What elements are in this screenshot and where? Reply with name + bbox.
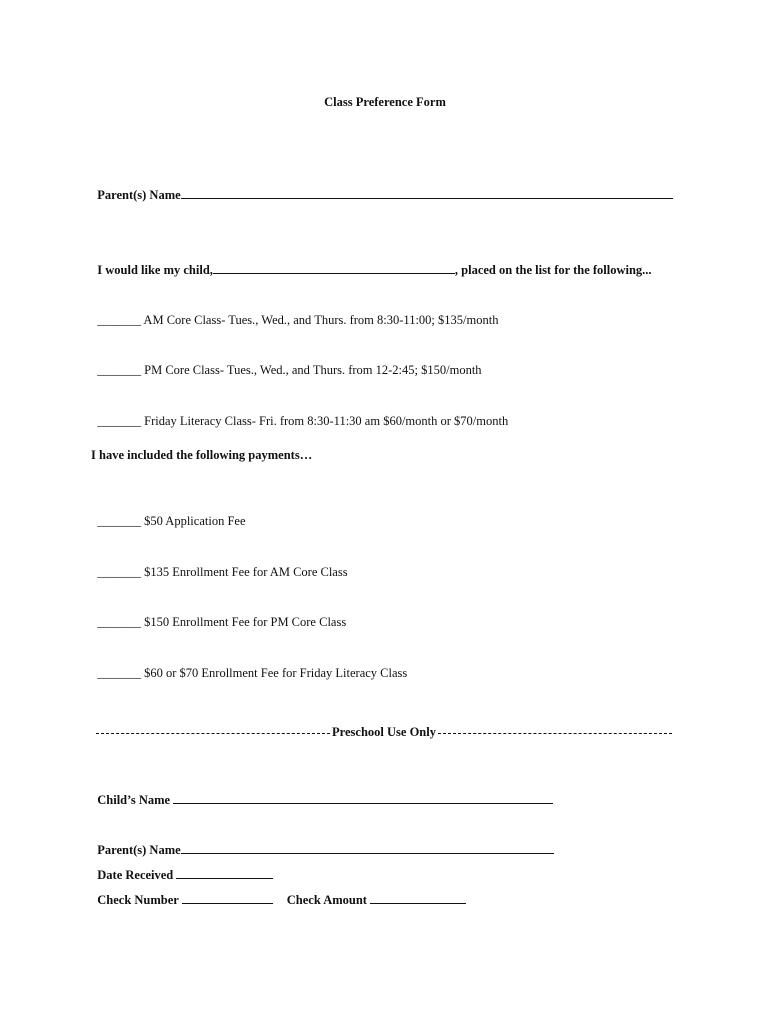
payment-option-blank[interactable]: _______ (97, 565, 141, 579)
payment-option-application (91, 497, 246, 529)
class-option-blank[interactable]: _______ (97, 414, 141, 428)
class-option-friday (91, 397, 508, 429)
payment-option-blank[interactable]: _______ (97, 666, 141, 680)
office-child-name-row (91, 775, 553, 808)
check-amount-field[interactable] (370, 891, 466, 904)
form-title: Class Preference Form (324, 95, 446, 109)
child-name-field[interactable] (213, 261, 455, 274)
payment-option-friday (91, 649, 407, 681)
payment-option-text: $50 Application Fee (141, 514, 246, 528)
office-child-name-field[interactable] (173, 791, 553, 804)
separator-dash-left (96, 733, 330, 734)
office-use-label: Preschool Use Only (332, 725, 436, 739)
payment-option-text: $135 Enrollment Fee for AM Core Class (141, 565, 348, 579)
separator-dash-right (438, 733, 672, 734)
office-child-name-label: Child’s Name (97, 793, 171, 807)
parent-name-row (91, 170, 673, 203)
payment-option-text: $150 Enrollment Fee for PM Core Class (141, 615, 347, 629)
parent-name-label: Parent(s) Name (97, 188, 181, 202)
check-number-field[interactable] (182, 891, 273, 904)
class-option-text: Friday Literacy Class- Fri. from 8:30-11:30 am $60/month or $70/month (141, 414, 509, 428)
check-row (91, 875, 466, 908)
office-use-separator (96, 724, 672, 740)
payment-option-blank[interactable]: _______ (97, 615, 141, 629)
payment-option-pm (91, 598, 346, 630)
parent-name-field[interactable] (181, 186, 673, 199)
class-option-blank[interactable]: _______ (97, 313, 141, 327)
class-option-pm (91, 346, 482, 378)
class-option-blank[interactable]: _______ (97, 363, 141, 377)
office-parent-name-label: Parent(s) Name (97, 843, 181, 857)
payments-heading: I have included the following payments… (91, 448, 313, 462)
payment-option-blank[interactable]: _______ (97, 514, 141, 528)
payment-option-am (91, 548, 348, 580)
payment-option-text: $60 or $70 Enrollment Fee for Friday Literacy Class (141, 666, 408, 680)
class-option-text: PM Core Class- Tues., Wed., and Thurs. from 12-2:45; $150/month (141, 363, 482, 377)
check-number-label: Check Number (97, 893, 179, 907)
check-amount-label: Check Amount (286, 893, 367, 907)
child-line-suffix: , placed on the list for the following... (454, 263, 652, 277)
class-option-text: AM Core Class- Tues., Wed., and Thurs. from 8:30-11:00; $135/month (141, 313, 499, 327)
child-line-prefix: I would like my child, (97, 263, 213, 277)
class-option-am (91, 296, 498, 328)
date-received-label: Date Received (97, 868, 174, 882)
child-placement-row (91, 245, 652, 278)
